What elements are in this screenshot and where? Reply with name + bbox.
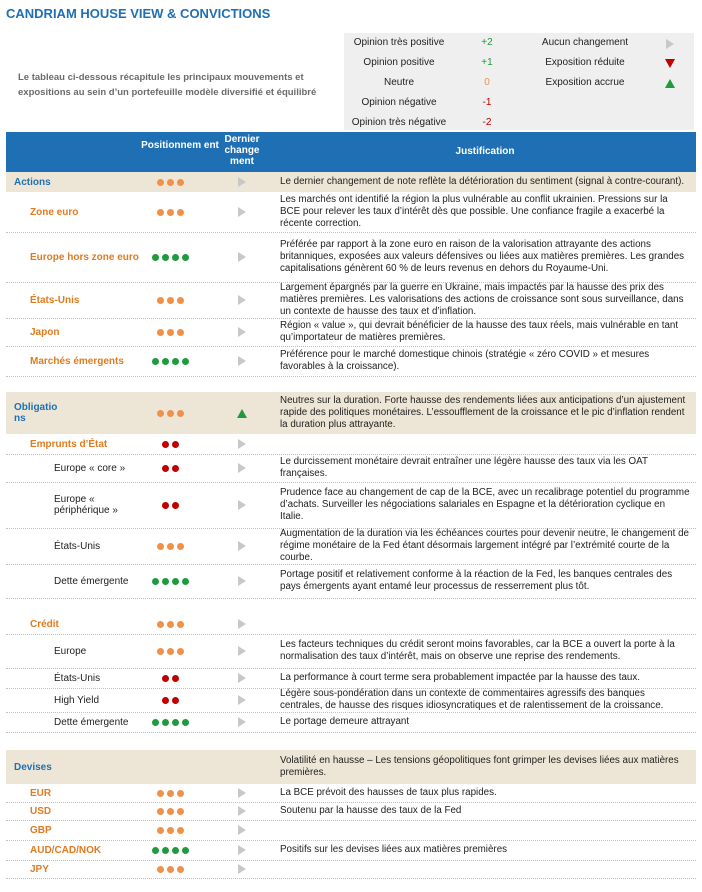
table-row: [6, 318, 696, 347]
header-change: Dernier change ment: [224, 134, 260, 167]
change-indicator: [228, 784, 256, 802]
triangle-up-icon: [237, 409, 247, 418]
change-indicator: [228, 564, 256, 598]
change-indicator: [228, 840, 256, 860]
table-row: [6, 750, 696, 784]
legend-value: +1: [481, 57, 493, 68]
change-indicator: [228, 434, 256, 454]
justification-text: Volatilité en hausse – Les tensions géopolitiques font grimper les devises liées aux matières premières.: [280, 754, 679, 778]
triangle-right-icon: [660, 39, 680, 52]
row-label: Devises: [14, 761, 52, 773]
position-dot-icon: [177, 209, 184, 216]
change-indicator: [228, 282, 256, 318]
row-label: Crédit: [30, 618, 59, 630]
legend-box: [344, 33, 694, 130]
triangle-right-icon: [238, 356, 246, 366]
legend-value: 0: [484, 77, 490, 88]
position-dots: [140, 318, 200, 346]
position-dots: [140, 454, 200, 482]
row-label: Japon: [30, 326, 60, 338]
change-indicator: [228, 454, 256, 482]
position-dot-icon: [167, 297, 174, 304]
table-row: [6, 172, 696, 192]
row-label: États-Unis: [54, 540, 101, 552]
position-dots: [140, 820, 200, 840]
justification-text: Augmentation de la duration via les échéances courtes pour devenir neutre, le changement de régime monétaire de la Fed étant désormais largement intégré par l’extrémité courte de la courbe.: [280, 527, 690, 564]
justification-text: Région « value », qui devrait bénéficier de la hausse des taux réels, mais vulnérable en tant qu’importateur de matières premières.: [280, 319, 679, 343]
position-dot-icon: [177, 543, 184, 550]
position-dot-icon: [177, 297, 184, 304]
position-dot-icon: [177, 410, 184, 417]
position-dot-icon: [162, 847, 169, 854]
justification-text: Positifs sur les devises liées aux matières premières: [280, 843, 508, 855]
position-dot-icon: [157, 808, 164, 815]
triangle-right-icon: [238, 673, 246, 683]
position-dot-icon: [167, 329, 174, 336]
row-label: USD: [30, 805, 52, 817]
position-dot-icon: [167, 209, 174, 216]
position-dot-icon: [157, 410, 164, 417]
row-label: États-Unis: [54, 672, 101, 684]
row-label: États-Unis: [30, 294, 80, 306]
position-dot-icon: [177, 621, 184, 628]
table-row: [6, 528, 696, 565]
triangle-right-icon: [238, 717, 246, 727]
position-dots: [140, 192, 200, 232]
row-label: Actions: [14, 176, 51, 188]
position-dot-icon: [167, 648, 174, 655]
legend-value: -1: [482, 97, 492, 108]
row-label: Zone euro: [30, 206, 79, 218]
triangle-right-icon: [238, 646, 246, 656]
justification-text: [280, 860, 690, 878]
position-dots: [140, 784, 200, 802]
legend-label: Opinion très négative: [351, 117, 447, 128]
row-label: Marchés émergents: [30, 355, 124, 367]
position-dot-icon: [162, 675, 169, 682]
position-dot-icon: [162, 358, 169, 365]
triangle-right-icon: [238, 825, 246, 835]
justification-text: Le portage demeure attrayant: [280, 715, 410, 727]
position-dots: [140, 482, 200, 528]
position-dots: [140, 712, 200, 732]
position-dots: [140, 564, 200, 598]
position-dots: [140, 282, 200, 318]
change-indicator: [228, 346, 256, 376]
position-dot-icon: [157, 866, 164, 873]
position-dots: [140, 614, 200, 634]
position-dot-icon: [182, 578, 189, 585]
row-label: Europe: [54, 645, 87, 657]
row-label: Europe hors zone euro: [30, 251, 139, 263]
change-indicator: [228, 482, 256, 528]
change-indicator: [228, 318, 256, 346]
change-indicator: [228, 528, 256, 564]
position-dot-icon: [167, 790, 174, 797]
position-dot-icon: [177, 866, 184, 873]
table-row: [6, 282, 696, 319]
justification-text: [280, 820, 690, 840]
triangle-right-icon: [238, 788, 246, 798]
change-indicator: [228, 688, 256, 712]
table-row: [6, 820, 696, 841]
row-label: Europe « core »: [54, 462, 126, 474]
triangle-right-icon: [238, 463, 246, 473]
row-label: High Yield: [54, 694, 100, 706]
table-row: [6, 860, 696, 879]
change-indicator: [228, 232, 256, 282]
position-dot-icon: [172, 502, 179, 509]
triangle-right-icon: [238, 806, 246, 816]
position-dot-icon: [172, 441, 179, 448]
position-dot-icon: [177, 648, 184, 655]
legend-label: Exposition accrue: [545, 77, 625, 88]
position-dot-icon: [157, 790, 164, 797]
position-dot-icon: [162, 697, 169, 704]
triangle-right-icon: [238, 576, 246, 586]
position-dot-icon: [172, 358, 179, 365]
table-row: [6, 688, 696, 713]
justification-text: La performance à court terme sera probablement impactée par la hausse des taux.: [280, 671, 640, 683]
row-label: GBP: [30, 824, 52, 836]
justification-text: Les marchés ont identifié la région la plus vulnérable au conflit ukrainien. Pressions sur la BCE pour relever les taux d’intérêt dès que possible. Une confiance fragile a exacerbé la récente correction.: [280, 193, 668, 230]
justification-text: Préférence pour le marché domestique chinois (stratégie « zéro COVID » et mesures favorables à la croissance).: [280, 348, 650, 372]
table-row: [6, 668, 696, 689]
position-dots: [140, 172, 200, 192]
position-dots: [140, 434, 200, 454]
position-dot-icon: [177, 329, 184, 336]
position-dot-icon: [172, 675, 179, 682]
position-dot-icon: [162, 578, 169, 585]
position-dot-icon: [172, 719, 179, 726]
position-dot-icon: [172, 254, 179, 261]
position-dot-icon: [182, 358, 189, 365]
row-label: Emprunts d’État: [30, 438, 108, 450]
change-indicator: [228, 172, 256, 192]
position-dot-icon: [157, 543, 164, 550]
triangle-right-icon: [238, 541, 246, 551]
position-dot-icon: [162, 254, 169, 261]
triangle-right-icon: [238, 177, 246, 187]
position-dot-icon: [172, 578, 179, 585]
position-dots: [140, 750, 200, 784]
position-dot-icon: [152, 254, 159, 261]
table-row: [6, 634, 696, 669]
position-dot-icon: [152, 847, 159, 854]
justification-text: Légère sous-pondération dans un contexte de commentaires agressifs des banques centrales, de hausse des risques idiosyncratiques et de ralentissement de la croissance.: [280, 687, 664, 711]
row-label: Dette émergente: [54, 716, 129, 728]
position-dots: [140, 668, 200, 688]
table-header: [6, 132, 696, 172]
position-dots: [140, 634, 200, 668]
position-dot-icon: [162, 465, 169, 472]
header-position: Positionnem ent: [141, 140, 219, 151]
change-indicator: [228, 192, 256, 232]
table-row: [6, 346, 696, 377]
legend-value: +2: [481, 37, 493, 48]
position-dot-icon: [167, 621, 174, 628]
table-row: [6, 192, 696, 233]
change-indicator: [228, 820, 256, 840]
triangle-right-icon: [238, 439, 246, 449]
triangle-right-icon: [238, 207, 246, 217]
position-dots: [140, 232, 200, 282]
position-dot-icon: [162, 719, 169, 726]
triangle-up-icon: [660, 79, 680, 91]
triangle-right-icon: [238, 845, 246, 855]
justification-text: Portage positif et relativement conforme à la réaction de la Fed, les banques centrales des pays émergents ayant entamé leur processus de resserrement plus tôt.: [280, 568, 673, 592]
change-indicator: [228, 634, 256, 668]
position-dots: [140, 346, 200, 376]
table-row: [6, 454, 696, 483]
position-dot-icon: [172, 697, 179, 704]
position-dots: [140, 528, 200, 564]
position-dot-icon: [157, 827, 164, 834]
justification-text: Prudence face au changement de cap de la BCE, avec un recalibrage potentiel du programme d’achats. Surveiller les négociations salariales en Espagne et la détérioration cyclique en Italie.: [280, 486, 690, 523]
table-row: [6, 712, 696, 733]
position-dot-icon: [162, 502, 169, 509]
justification-text: La BCE prévoit des hausses de taux plus rapides.: [280, 786, 497, 798]
table-row: [6, 482, 696, 529]
position-dot-icon: [172, 847, 179, 854]
triangle-right-icon: [238, 695, 246, 705]
position-dot-icon: [167, 866, 174, 873]
position-dot-icon: [157, 297, 164, 304]
row-label: Obligatio ns: [14, 402, 58, 424]
legend-label: Opinion négative: [361, 97, 437, 108]
justification-text: Neutres sur la duration. Forte hausse des rendements liées aux anticipations d’un ajustement rapide des politiques monétaires. L’essoufflement de la croissance et le pic d’inflation rendent la duration plus attrayante.: [280, 394, 686, 431]
legend-value: -2: [482, 117, 492, 128]
change-indicator: [228, 614, 256, 634]
table-row: [6, 784, 696, 803]
position-dots: [140, 688, 200, 712]
position-dots: [140, 840, 200, 860]
change-indicator: [228, 392, 256, 434]
position-dot-icon: [182, 719, 189, 726]
position-dots: [140, 802, 200, 820]
position-dot-icon: [167, 179, 174, 186]
triangle-right-icon: [238, 327, 246, 337]
justification-text: Le dernier changement de note reflète la détérioration du sentiment (signal à contre-courant).: [280, 175, 685, 187]
position-dot-icon: [177, 827, 184, 834]
position-dot-icon: [167, 543, 174, 550]
table-row: [6, 392, 696, 434]
justification-text: Le durcissement monétaire devrait entraîner une légère hausse des taux via les OAT françaises.: [280, 455, 648, 479]
position-dot-icon: [157, 209, 164, 216]
change-indicator: [228, 750, 256, 784]
table-row: [6, 840, 696, 861]
position-dot-icon: [167, 808, 174, 815]
justification-text: [280, 614, 690, 634]
justification-text: Les facteurs techniques du crédit seront moins favorables, car la BCE a ouvert la porte à la normalisation des taux d’intérêt, mais on observe une reprise des rendements.: [280, 638, 675, 662]
page-title: CANDRIAM HOUSE VIEW & CONVICTIONS: [6, 6, 271, 21]
triangle-right-icon: [238, 864, 246, 874]
intro-text: Le tableau ci-dessous récapitule les principaux mouvements et expositions au sein d’un portefeuille modèle diversifié et équilibré: [18, 72, 317, 98]
row-label: EUR: [30, 787, 52, 799]
triangle-right-icon: [238, 619, 246, 629]
legend-label: Exposition réduite: [545, 57, 625, 68]
position-dots: [140, 860, 200, 878]
position-dot-icon: [152, 719, 159, 726]
table-row: [6, 232, 696, 283]
position-dot-icon: [177, 808, 184, 815]
triangle-right-icon: [238, 295, 246, 305]
justification-text: Largement épargnés par la guerre en Ukraine, mais impactés par la hausse des prix des matières premières. Les valorisations des actions de croissance sont sous surveillance, dans un contexte de hausse des taux et d’inflation.: [280, 281, 684, 318]
position-dot-icon: [157, 648, 164, 655]
position-dot-icon: [152, 578, 159, 585]
position-dot-icon: [182, 847, 189, 854]
triangle-down-icon: [660, 59, 680, 71]
table-row: [6, 614, 696, 635]
legend-label: Aucun changement: [541, 37, 629, 48]
position-dot-icon: [162, 441, 169, 448]
position-dots: [140, 392, 200, 434]
row-label: AUD/CAD/NOK: [30, 844, 102, 856]
position-dot-icon: [157, 329, 164, 336]
position-dot-icon: [172, 465, 179, 472]
position-dot-icon: [157, 179, 164, 186]
header-justification: Justification: [455, 146, 515, 157]
legend-label: Neutre: [383, 77, 414, 88]
table-row: [6, 564, 696, 599]
justification-text: Soutenu par la hausse des taux de la Fed: [280, 804, 462, 816]
position-dot-icon: [182, 254, 189, 261]
position-dot-icon: [152, 358, 159, 365]
legend-label: Opinion positive: [363, 57, 435, 68]
position-dot-icon: [177, 790, 184, 797]
table-row: [6, 802, 696, 821]
row-label: JPY: [30, 863, 49, 875]
row-label: Europe « périphérique »: [54, 494, 118, 516]
row-label: Dette émergente: [54, 575, 129, 587]
justification-text: [280, 434, 690, 454]
position-dot-icon: [167, 410, 174, 417]
justification-text: Préférée par rapport à la zone euro en raison de la valorisation attrayante des actions britanniques, exposées aux valeurs défensives ou liées aux matières premières. Les grandes capitalisations génèrent 60 % de leurs revenus en dehors du Royaume-Uni.: [280, 238, 685, 275]
triangle-right-icon: [238, 252, 246, 262]
change-indicator: [228, 860, 256, 878]
position-dot-icon: [177, 179, 184, 186]
table-row: [6, 434, 696, 455]
change-indicator: [228, 712, 256, 732]
legend-label: Opinion très positive: [353, 37, 445, 48]
change-indicator: [228, 802, 256, 820]
position-dot-icon: [157, 621, 164, 628]
position-dot-icon: [167, 827, 174, 834]
triangle-right-icon: [238, 500, 246, 510]
change-indicator: [228, 668, 256, 688]
